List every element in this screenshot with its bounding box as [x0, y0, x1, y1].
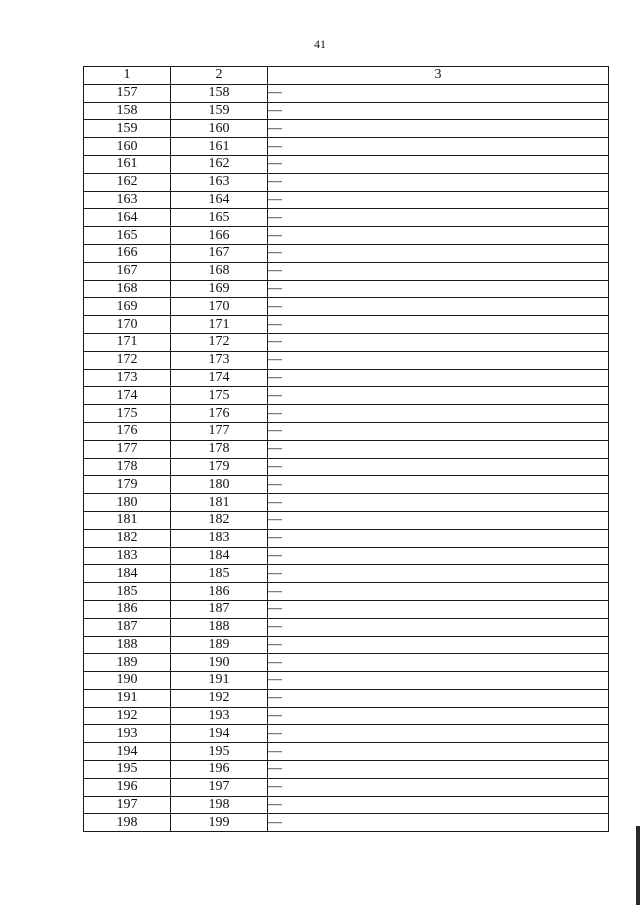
table-row: [84, 636, 609, 654]
table-cell-col-2: 186: [171, 583, 268, 601]
table-cell-col-2: 194: [171, 725, 268, 743]
table-row: [84, 672, 609, 690]
table-cell-col-1: 187: [84, 618, 171, 636]
table-cell-col-2: 171: [171, 316, 268, 334]
table-cell-col-3: —: [268, 369, 609, 387]
data-table: [83, 66, 609, 832]
table-row: [84, 316, 609, 334]
table-cell-col-3: —: [268, 458, 609, 476]
table-row: [84, 761, 609, 779]
table-row: [84, 120, 609, 138]
table-cell-col-3: —: [268, 565, 609, 583]
table-row: [84, 440, 609, 458]
table-cell-col-1: 177: [84, 440, 171, 458]
table-cell-col-2: 167: [171, 244, 268, 262]
column-header-3: 3: [268, 67, 609, 85]
table-cell-col-1: 160: [84, 138, 171, 156]
table-cell-col-3: —: [268, 138, 609, 156]
table-cell-col-2: 193: [171, 707, 268, 725]
table-cell-col-1: 192: [84, 707, 171, 725]
table-row: [84, 511, 609, 529]
table-cell-col-3: —: [268, 743, 609, 761]
table-cell-col-3: —: [268, 494, 609, 512]
table-row: [84, 351, 609, 369]
table-cell-col-2: 199: [171, 814, 268, 832]
table-cell-col-1: 175: [84, 405, 171, 423]
table-cell-col-2: 164: [171, 191, 268, 209]
table-row: [84, 583, 609, 601]
table-cell-col-2: 173: [171, 351, 268, 369]
table-cell-col-2: 195: [171, 743, 268, 761]
table-cell-col-3: —: [268, 262, 609, 280]
table-cell-col-3: —: [268, 84, 609, 102]
table-cell-col-1: 171: [84, 333, 171, 351]
table-cell-col-1: 176: [84, 422, 171, 440]
table-cell-col-1: 170: [84, 316, 171, 334]
page-number: 41: [314, 37, 326, 51]
table-row: [84, 244, 609, 262]
table-cell-col-3: —: [268, 155, 609, 173]
table-row: [84, 476, 609, 494]
table-cell-col-2: 187: [171, 600, 268, 618]
table-cell-col-1: 169: [84, 298, 171, 316]
table-cell-col-2: 161: [171, 138, 268, 156]
table-cell-col-3: —: [268, 405, 609, 423]
table-cell-col-2: 190: [171, 654, 268, 672]
table-cell-col-2: 159: [171, 102, 268, 120]
table-cell-col-1: 182: [84, 529, 171, 547]
table-cell-col-1: 189: [84, 654, 171, 672]
table-cell-col-1: 180: [84, 494, 171, 512]
table-cell-col-2: 162: [171, 155, 268, 173]
table-cell-col-2: 178: [171, 440, 268, 458]
table-cell-col-2: 182: [171, 511, 268, 529]
table-cell-col-2: 188: [171, 618, 268, 636]
table-cell-col-2: 196: [171, 761, 268, 779]
table-header-row: [84, 67, 609, 85]
table-cell-col-2: 198: [171, 796, 268, 814]
table-cell-col-1: 178: [84, 458, 171, 476]
table-cell-col-1: 184: [84, 565, 171, 583]
table-cell-col-2: 183: [171, 529, 268, 547]
table-cell-col-3: —: [268, 600, 609, 618]
table-cell-col-3: —: [268, 227, 609, 245]
table-cell-col-2: 179: [171, 458, 268, 476]
table-cell-col-2: 169: [171, 280, 268, 298]
table-cell-col-3: —: [268, 333, 609, 351]
table-cell-col-2: 180: [171, 476, 268, 494]
table-row: [84, 173, 609, 191]
table-cell-col-3: —: [268, 120, 609, 138]
table-row: [84, 422, 609, 440]
table-cell-col-3: —: [268, 191, 609, 209]
table-cell-col-1: 185: [84, 583, 171, 601]
table-cell-col-3: —: [268, 209, 609, 227]
table-cell-col-2: 160: [171, 120, 268, 138]
table-cell-col-1: 181: [84, 511, 171, 529]
table-cell-col-2: 192: [171, 689, 268, 707]
table-cell-col-1: 161: [84, 155, 171, 173]
table-cell-col-2: 176: [171, 405, 268, 423]
table-cell-col-3: —: [268, 440, 609, 458]
table-cell-col-3: —: [268, 583, 609, 601]
column-header-1: 1: [84, 67, 171, 85]
table-row: [84, 369, 609, 387]
table-cell-col-1: 179: [84, 476, 171, 494]
table-row: [84, 707, 609, 725]
column-header-2: 2: [171, 67, 268, 85]
table-cell-col-1: 198: [84, 814, 171, 832]
table-row: [84, 529, 609, 547]
table-cell-col-3: —: [268, 298, 609, 316]
table-cell-col-1: 195: [84, 761, 171, 779]
table-row: [84, 155, 609, 173]
table-cell-col-1: 186: [84, 600, 171, 618]
table-row: [84, 138, 609, 156]
table-cell-col-3: —: [268, 636, 609, 654]
table-cell-col-1: 163: [84, 191, 171, 209]
table-cell-col-3: —: [268, 796, 609, 814]
table-cell-col-1: 164: [84, 209, 171, 227]
table-cell-col-1: 159: [84, 120, 171, 138]
table-cell-col-1: 183: [84, 547, 171, 565]
table-cell-col-3: —: [268, 761, 609, 779]
table-row: [84, 814, 609, 832]
table-row: [84, 654, 609, 672]
table-cell-col-3: —: [268, 422, 609, 440]
table-cell-col-2: 191: [171, 672, 268, 690]
table-cell-col-3: —: [268, 102, 609, 120]
table-cell-col-3: —: [268, 511, 609, 529]
table-row: [84, 618, 609, 636]
table-row: [84, 84, 609, 102]
table-row: [84, 725, 609, 743]
table-cell-col-1: 191: [84, 689, 171, 707]
table-cell-col-3: —: [268, 672, 609, 690]
table-cell-col-2: 181: [171, 494, 268, 512]
table-cell-col-1: 162: [84, 173, 171, 191]
table-cell-col-2: 165: [171, 209, 268, 227]
table-cell-col-2: 166: [171, 227, 268, 245]
table-row: [84, 689, 609, 707]
table-cell-col-1: 167: [84, 262, 171, 280]
table-cell-col-3: —: [268, 814, 609, 832]
table-row: [84, 227, 609, 245]
table-cell-col-2: 197: [171, 778, 268, 796]
table-cell-col-1: 172: [84, 351, 171, 369]
table-cell-col-2: 163: [171, 173, 268, 191]
table-cell-col-1: 158: [84, 102, 171, 120]
table-cell-col-3: —: [268, 476, 609, 494]
table-cell-col-1: 165: [84, 227, 171, 245]
table-cell-col-3: —: [268, 547, 609, 565]
table-cell-col-2: 189: [171, 636, 268, 654]
table-row: [84, 262, 609, 280]
table-cell-col-2: 158: [171, 84, 268, 102]
table-cell-col-1: 196: [84, 778, 171, 796]
table-cell-col-3: —: [268, 280, 609, 298]
table-cell-col-3: —: [268, 351, 609, 369]
scan-edge-mark: [636, 826, 640, 905]
table-cell-col-3: —: [268, 244, 609, 262]
table-cell-col-3: —: [268, 387, 609, 405]
table-cell-col-2: 170: [171, 298, 268, 316]
table-cell-col-3: —: [268, 725, 609, 743]
table-cell-col-1: 157: [84, 84, 171, 102]
table-cell-col-3: —: [268, 654, 609, 672]
table-row: [84, 405, 609, 423]
table-cell-col-1: 174: [84, 387, 171, 405]
table-cell-col-2: 184: [171, 547, 268, 565]
table-row: [84, 494, 609, 512]
table-row: [84, 209, 609, 227]
table-body: [84, 84, 609, 831]
table-cell-col-1: 166: [84, 244, 171, 262]
table-row: [84, 778, 609, 796]
table-cell-col-3: —: [268, 529, 609, 547]
table-cell-col-3: —: [268, 173, 609, 191]
table-row: [84, 547, 609, 565]
table-cell-col-2: 185: [171, 565, 268, 583]
table-row: [84, 102, 609, 120]
table-cell-col-1: 190: [84, 672, 171, 690]
table-row: [84, 458, 609, 476]
table-cell-col-2: 177: [171, 422, 268, 440]
table-row: [84, 280, 609, 298]
table-row: [84, 333, 609, 351]
table-cell-col-2: 174: [171, 369, 268, 387]
table-cell-col-3: —: [268, 689, 609, 707]
table-cell-col-1: 197: [84, 796, 171, 814]
table-cell-col-1: 194: [84, 743, 171, 761]
table-cell-col-3: —: [268, 707, 609, 725]
table-cell-col-1: 188: [84, 636, 171, 654]
table-row: [84, 600, 609, 618]
table-row: [84, 743, 609, 761]
table-row: [84, 796, 609, 814]
table-cell-col-3: —: [268, 618, 609, 636]
table-cell-col-3: —: [268, 316, 609, 334]
table-row: [84, 298, 609, 316]
table-row: [84, 387, 609, 405]
table-row: [84, 191, 609, 209]
table-row: [84, 565, 609, 583]
table-cell-col-2: 168: [171, 262, 268, 280]
table-cell-col-1: 193: [84, 725, 171, 743]
table-cell-col-1: 168: [84, 280, 171, 298]
table-cell-col-1: 173: [84, 369, 171, 387]
table-cell-col-3: —: [268, 778, 609, 796]
table-cell-col-2: 175: [171, 387, 268, 405]
table-cell-col-2: 172: [171, 333, 268, 351]
